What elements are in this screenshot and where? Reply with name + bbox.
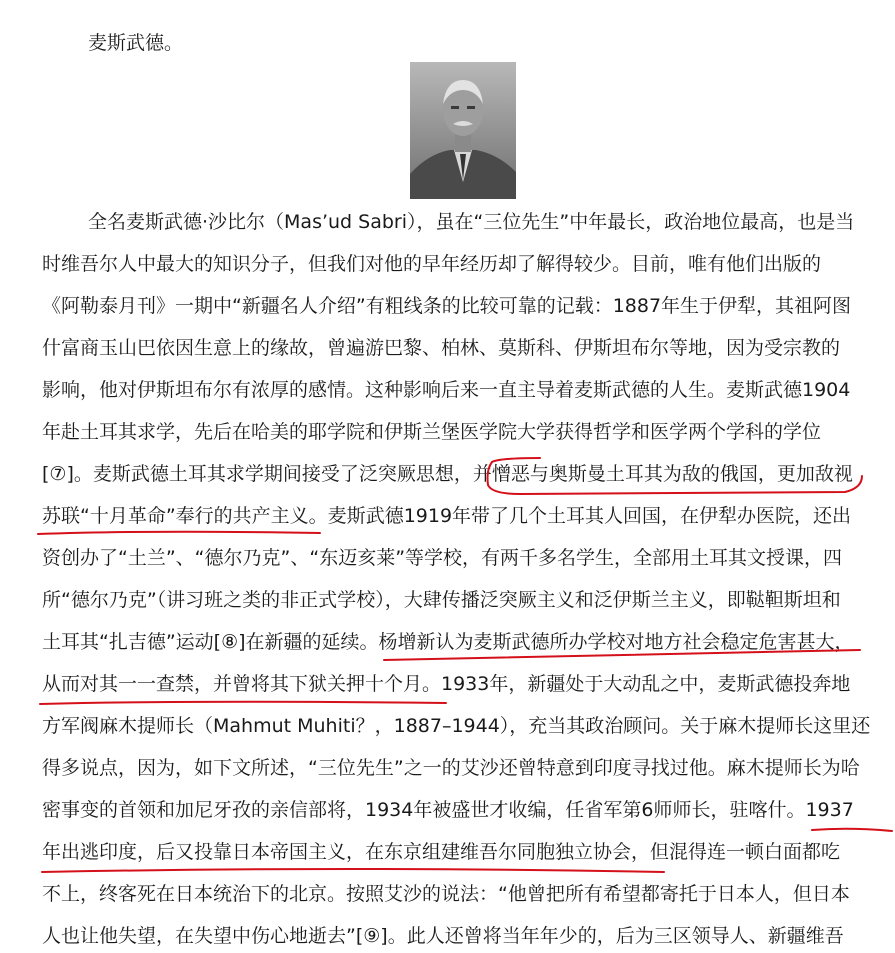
text-line-16: 年出逃印度，后又投靠日本帝国主义，在东京组建维吾尔同胞独立协会，但混得连一顿白面都吃 [42,841,841,863]
text-line-8: 苏联“十月革命”奉行的共产主义。麦斯武德1919年带了几个土耳其人回国，在伊犁办医院，还出 [42,505,852,527]
text-line-3: 《阿勒泰月刊》一期中“新疆名人介绍”有粗线条的比较可靠的记载：1887年生于伊犁，其祖阿图 [42,295,852,317]
text-line-4: 什富商玉山巴依因生意上的缘故，曾遍游巴黎、柏林、莫斯科、伊斯坦布尔等地，因为受宗教的 [42,337,841,359]
text-line-13: 方军阀麻木提师长（Mahmut Muhiti？，1887–1944），充当其政治顾问。关于麻木提师长这里还 [42,715,871,737]
text-line-2: 时维吾尔人中最大的知识分子，但我们对他的早年经历却了解得较少。目前，唯有他们出版的 [42,253,822,275]
portrait-image [410,62,516,199]
text-line-7: [⑦]。麦斯武德土耳其求学期间接受了泛突厥思想，并憎恶与奥斯曼土耳其为敌的俄国，更加敌视 [42,463,853,485]
text-line-9: 资创办了“土兰”、“德尔乃克”、“东迈亥莱”等学校，有两千多名学生，全部用土耳其文授课，四 [42,547,843,569]
annotation-underline [40,702,446,704]
portrait-photo [410,62,516,199]
text-line-5: 影响，他对伊斯坦布尔有浓厚的感情。这种影响后来一直主导着麦斯武德的人生。麦斯武德1904 [42,379,851,401]
text-line-17: 不上，终客死在日本统治下的北京。按照艾沙的说法：“他曾把所有希望都寄托于日本人，但日本 [42,883,850,905]
text-line-14: 得多说点，因为，如下文所述，“三位先生”之一的艾沙还曾特意到印度寻找过他。麻木提师长为哈 [42,757,860,779]
text-line-15: 密事变的首领和加尼牙孜的亲信部将，1934年被盛世才收编，任省军第6师师长，驻喀什。1937 [42,799,854,821]
text-line-11: 土耳其“扎吉德”运动[⑧]在新疆的延续。杨增新认为麦斯武德所办学校对地方社会稳定危害甚大， [42,631,854,653]
annotation-underline [38,532,320,534]
text-line-12: 从而对其一一查禁，并曾将其下狱关押十个月。1933年，新疆处于大动乱之中，麦斯武德投奔地 [42,673,851,695]
text-line-18: 人也让他失望，在失望中伤心地逝去”[⑨]。此人还曾将当年年少的，后为三区领导人、新疆维吾 [42,925,844,947]
text-line-10: 所“德尔乃克”（讲习班之类的非正式学校），大肆传播泛突厥主义和泛伊斯兰主义，即鞑靼斯坦和 [42,589,841,611]
annotation-underline [42,869,664,872]
text-line-6: 年赴土耳其求学，先后在哈美的耶学院和伊斯兰堡医学院大学获得哲学和医学两个学科的学位 [42,421,822,443]
text-line-1: 全名麦斯武德·沙比尔（Mas’ud Sabri），虽在“三位先生”中年最长，政治地位最高，也是当 [88,211,855,233]
annotation-underline [812,829,892,831]
intro-text: 麦斯武德。 [88,32,184,54]
